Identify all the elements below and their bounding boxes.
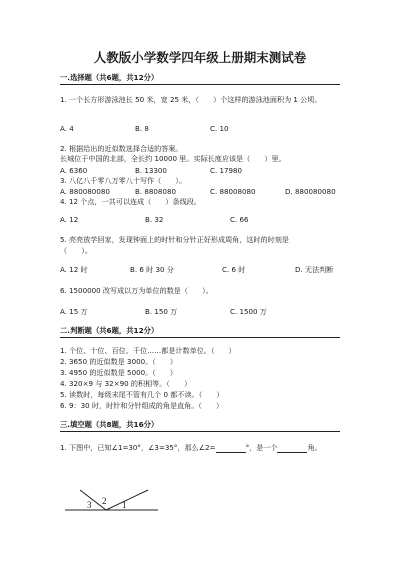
angle-label-2: 2 (102, 496, 107, 506)
q6-option-a: A. 15 万 (60, 307, 88, 316)
q5-option-c: C. 6 时 (222, 265, 246, 274)
section1-heading: 一.选择题（共6题，共12分） (60, 73, 159, 82)
q1-option-b: B. 8 (135, 124, 149, 133)
section2-divider (60, 337, 340, 338)
judge-item-4: 4. 320×9 与 32×90 的积相等。（ ） (60, 379, 192, 388)
q6-text: 6. 1500000 改写成以万为单位的数是（ ）。 (60, 286, 213, 295)
q5-text-line2: （ ）。 (60, 246, 92, 255)
q3-option-c: C. 88008080 (210, 187, 256, 196)
section2-heading: 二.判断题（共6题，共12分） (60, 326, 159, 335)
right-ray (106, 490, 148, 510)
q1-option-a: A. 4 (60, 124, 74, 133)
q4-option-a: A. 12 (60, 215, 79, 224)
q5-option-a: A. 12 时 (60, 265, 88, 274)
q6-option-c: C. 1500 万 (230, 307, 267, 316)
q2-option-b: B. 13300 (135, 166, 167, 175)
judge-item-5: 5. 读数时，每级末尾不管有几个 0 都不读。（ ） (60, 390, 224, 399)
angle-label-1: 1 (122, 500, 127, 510)
fill-q1-part-c: 角。 (307, 443, 322, 453)
fill-q1-part-b: °，是一个 (245, 443, 278, 453)
page-title: 人教版小学数学四年级上册期末测试卷 (93, 50, 307, 65)
angle2-blank (216, 444, 246, 453)
section3-heading: 三.填空题（共8题，共16分） (60, 420, 159, 429)
section1-divider (60, 84, 340, 85)
q2-option-c: C. 17980 (210, 166, 243, 175)
q3-text: 3. 八亿八千零八万零八十写作（ ）。 (60, 176, 187, 185)
q3-option-b: B. 8808080 (135, 187, 176, 196)
angle-label-3: 3 (87, 500, 92, 510)
q4-option-c: C. 66 (230, 215, 249, 224)
q3-option-d: D. 880080080 (285, 187, 336, 196)
q6-option-b: B. 150 万 (145, 307, 178, 316)
judge-item-3: 3. 4950 的近似数是 5000。（ ） (60, 368, 178, 377)
q2-text-line2: 长城位于中国的北部，全长约 10000 里。实际长度应该是（ ）里。 (60, 154, 286, 163)
fill-q1-part-a: 1. 下图中，已知∠1=30°，∠3=35°，那么∠2= (60, 443, 216, 453)
section3-divider (60, 431, 340, 432)
q5-option-b: B. 6 时 30 分 (130, 265, 174, 274)
q2-text: 2. 根据给出的近似数选择合适的答案。 (60, 144, 183, 153)
fill-q1-text (60, 444, 322, 453)
q1-text: 1. 一个长方形游泳池长 50 米，宽 25 米，（ ）个这样的游泳池面积为 1 公顷。 (60, 95, 322, 104)
judge-item-6: 6. 9：30 时，时针和分针组成的角是直角。（ ） (60, 401, 224, 410)
judge-item-2: 2. 3650 的近似数是 3000。（ ） (60, 357, 178, 366)
q5-option-d: D. 无法判断 (295, 265, 334, 274)
angle-figure (60, 488, 160, 528)
q5-text: 5. 亮亮放学回家，发现钟面上的时针和分针正好形成周角，这时的时刻是 (60, 235, 289, 244)
q4-text: 4. 12 个点，一共可以连成（ ）条线段。 (60, 197, 201, 206)
judge-item-1: 1. 个位、十位、百位、千位……都是计数单位。（ ） (60, 346, 236, 355)
q4-option-b: B. 32 (145, 215, 164, 224)
q1-option-c: C. 10 (210, 124, 229, 133)
q2-option-a: A. 6360 (60, 166, 88, 175)
angle-type-blank (277, 444, 307, 453)
q3-option-a: A. 880080080 (60, 187, 110, 196)
